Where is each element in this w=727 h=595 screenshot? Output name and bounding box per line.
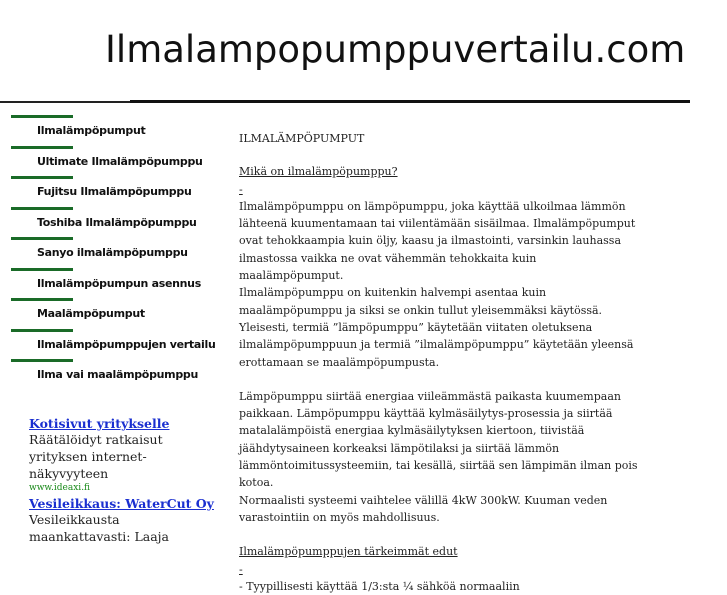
dash-marker: - (239, 182, 243, 196)
nav-item-label[interactable]: Ilmalämpöpumpun asennus (37, 276, 201, 290)
dash-marker: - (239, 562, 243, 576)
nav-bar (11, 298, 73, 301)
nav-bar (11, 268, 73, 271)
nav-item-maalampopumput[interactable] (11, 298, 211, 329)
nav-bar (11, 146, 73, 149)
nav-item-toshiba[interactable] (11, 207, 211, 238)
header-divider (130, 100, 690, 103)
paragraph: Normaalisti systeemi vaihtelee välillä 4kW 300kW. Kuuman veden varastointiin on myös mahdollisuus. (239, 493, 608, 524)
main-content (239, 130, 639, 595)
section-heading: Mikä on ilmalämpöpumppu? (239, 165, 398, 179)
nav-bar (11, 115, 73, 118)
nav-item-label[interactable]: Sanyo ilmalämpöpumppu (37, 246, 188, 259)
nav-bar (11, 207, 73, 210)
nav-item-ilma-vai-maa[interactable] (11, 359, 211, 390)
nav-item-label[interactable]: Ultimate Ilmalämpöpumppu (37, 154, 203, 168)
paragraph: Ilmalämpöpumppu on lämpöpumppu, joka käyttää ulkoilmaa lämmön lähteenä kuumentamaan tai viilentämään sisäilmaa. Ilmalämpöpumput ovat tehokkaampia kuin öljy, kaasu ja ilmastointi, varsinkin lauhassa ilmastossa vaikka ne ovat vähemmän tehokkaita kuin maalämpöpumput. (239, 199, 636, 283)
site-title: Ilmalampopumppuvertailu.com (105, 28, 686, 71)
nav-bar (11, 359, 73, 362)
nav-bar (11, 329, 73, 332)
nav-item-label[interactable]: Fujitsu Ilmalämpöpumppu (37, 185, 192, 198)
paragraph: - Tyypillisesti käyttää 1/3:sta ¼ sähköä normaaliin (239, 579, 520, 593)
nav-item-fujitsu[interactable] (11, 176, 211, 207)
nav-item-ilmalampopumput[interactable] (11, 115, 211, 146)
nav-item-label[interactable]: Ilmalämpöpumput (37, 124, 146, 137)
nav-item-asennus[interactable] (11, 268, 211, 299)
nav-item-label[interactable]: Ilmalämpöpumppujen vertailu (37, 337, 216, 351)
header-divider-left (0, 101, 130, 103)
paragraph: Lämpöpumppu siirtää energiaa viileämmästä paikasta kuumempaan paikkaan. Lämpöpumppu käyttää kylmäsäilytys-prosessia ja siirtää matalalämpöistä energiaa kylmäsäilytyksen kiertoon, tiivistää jäähdytysaineen korkeaksi lämpötilaksi ja siirtää lämmön lämmöntoimitussysteemiin, tai kesällä, siirtää sen lämpimän ilman pois kotoa. (239, 389, 638, 490)
nav-item-vertailu[interactable] (11, 329, 216, 360)
sponsored-ads (29, 416, 214, 545)
nav-item-label[interactable]: Maalämpöpumput (37, 307, 145, 320)
ad-text: Vesileikkausta maankattavasti: Laaja (29, 512, 170, 544)
nav-item-ultimate[interactable] (11, 146, 211, 177)
section-heading: Ilmalämpöpumppujen tärkeimmät edut (239, 545, 458, 559)
ad-text: Räätälöidyt ratkaisut yrityksen internet-näkyvyyteen (29, 432, 163, 481)
page-heading: ILMALÄMPÖPUMPUT (239, 132, 365, 145)
nav-item-label[interactable]: Toshiba Ilmalämpöpumppu (37, 215, 197, 229)
ad-url[interactable]: www.ideaxi.fi (29, 483, 91, 493)
nav-bar (11, 237, 73, 240)
nav-item-label[interactable]: Ilma vai maalämpöpumppu (37, 368, 199, 381)
sidebar-nav (11, 115, 216, 390)
nav-bar (11, 176, 73, 179)
ad-title-link[interactable]: Vesileikkaus: WaterCut Oy (29, 496, 214, 511)
ad-title-link[interactable]: Kotisivut yritykselle (29, 416, 170, 431)
nav-item-sanyo[interactable] (11, 237, 211, 268)
paragraph: Ilmalämpöpumppu on kuitenkin halvempi asentaa kuin maalämpöpumppu ja siksi se onkin tullut yleisemmäksi käytössä. Yleisesti, termiä ”lämpöpumppu” käytetään viitaten oletuksena ilmalämpöpumppuun ja termiä ”ilmalämpöpumppu” käytetään yleensä erottamaan se maalämpöpumpusta. (239, 286, 634, 369)
